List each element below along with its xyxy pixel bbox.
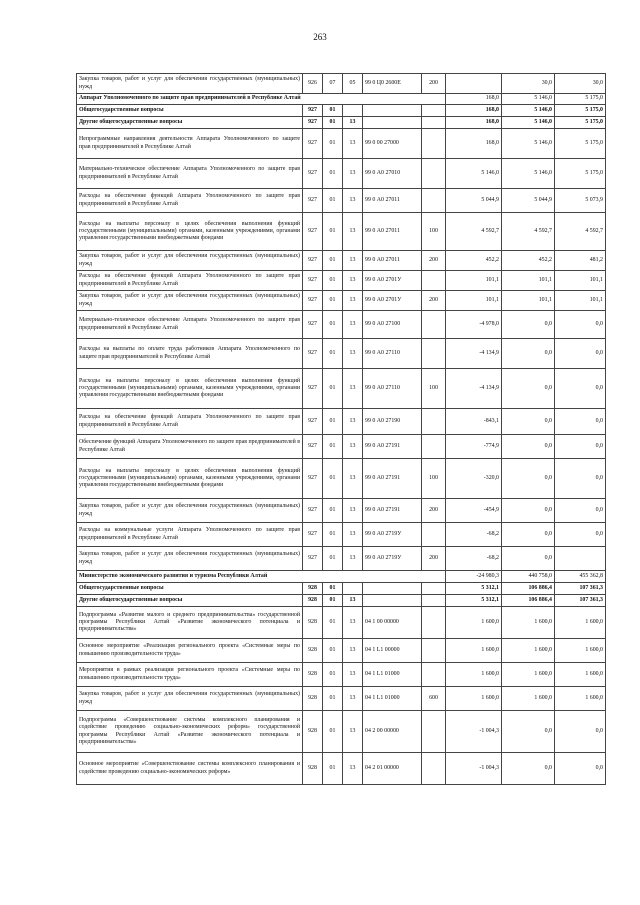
subsection-code-cell: 13 xyxy=(343,753,363,785)
amount-cell-1: 4 592,7 xyxy=(446,213,502,251)
section-code-cell: 01 xyxy=(323,159,343,189)
amount-cell-2: 0,0 xyxy=(502,711,555,753)
table-row xyxy=(77,523,606,547)
table-row xyxy=(77,711,606,753)
section-code-cell: 01 xyxy=(323,499,343,523)
table-row xyxy=(77,607,606,639)
grbs-code-cell: 928 xyxy=(303,595,323,607)
expense-type-cell: 200 xyxy=(422,74,446,94)
grbs-code-cell: 927 xyxy=(303,311,323,339)
target-article-cell: 99 0 00 27000 xyxy=(363,129,422,159)
section-code-cell: 01 xyxy=(323,189,343,213)
amount-cell-3: 0,0 xyxy=(555,753,606,785)
grbs-code-cell: 926 xyxy=(303,74,323,94)
row-name-cell: Закупка товаров, работ и услуг для обеспечения государственных (муниципальных) нужд xyxy=(77,687,303,711)
subsection-code-cell: 13 xyxy=(343,189,363,213)
grbs-code-cell: 927 xyxy=(303,523,323,547)
amount-cell-1: -4 134,9 xyxy=(446,339,502,369)
amount-cell-2: 0,0 xyxy=(502,409,555,435)
table-row xyxy=(77,435,606,459)
amount-cell-3: 0,0 xyxy=(555,435,606,459)
subsection-code-cell: 13 xyxy=(343,595,363,607)
section-code-cell: 01 xyxy=(323,711,343,753)
amount-cell-1: 5 312,1 xyxy=(446,595,502,607)
grbs-code-cell: 927 xyxy=(303,369,323,409)
amount-cell-2: 5 146,0 xyxy=(502,159,555,189)
amount-cell-1: -774,9 xyxy=(446,435,502,459)
amount-cell-3 xyxy=(555,547,606,571)
expense-type-cell xyxy=(422,311,446,339)
amount-cell-3: 0,0 xyxy=(555,369,606,409)
amount-cell-1: 1 600,0 xyxy=(446,607,502,639)
expense-type-cell xyxy=(422,189,446,213)
amount-cell-1: -320,0 xyxy=(446,459,502,499)
row-name-cell: Расходы на обеспечение функций Аппарата Уполномоченного по защите прав предпринимателей в Республике Алтай xyxy=(77,189,303,213)
grbs-code-cell: 928 xyxy=(303,639,323,663)
amount-cell-3: 0,0 xyxy=(555,409,606,435)
expense-type-cell xyxy=(422,523,446,547)
subsection-code-cell: 13 xyxy=(343,523,363,547)
subsection-code-cell: 13 xyxy=(343,129,363,159)
budget-table xyxy=(76,73,606,785)
target-article-cell: 04 2 01 00000 xyxy=(363,753,422,785)
row-name-cell: Расходы на выплаты персоналу в целях обеспечения выполнения функций государственными (муниципальными) органами, казенными учреждениями, органами управления государственными внебюджетными фондами xyxy=(77,369,303,409)
amount-cell-2: 440 758,0 xyxy=(502,571,555,583)
amount-cell-2: 5 146,0 xyxy=(502,94,555,105)
table-row xyxy=(77,251,606,271)
amount-cell-3: 481,2 xyxy=(555,251,606,271)
subsection-code-cell: 13 xyxy=(343,687,363,711)
subsection-code-cell: 13 xyxy=(343,369,363,409)
table-section-title-row xyxy=(77,571,606,583)
amount-cell-3: 5 175,0 xyxy=(555,94,606,105)
amount-cell-1: -1 004,3 xyxy=(446,753,502,785)
table-row xyxy=(77,311,606,339)
table-row xyxy=(77,687,606,711)
subsection-code-cell: 13 xyxy=(343,547,363,571)
amount-cell-1: 5 312,1 xyxy=(446,583,502,595)
target-article-cell: 99 0 А0 27010 xyxy=(363,159,422,189)
target-article-cell xyxy=(363,105,422,117)
expense-type-cell xyxy=(422,435,446,459)
grbs-code-cell: 927 xyxy=(303,117,323,129)
section-code-cell: 01 xyxy=(323,129,343,159)
grbs-code-cell: 928 xyxy=(303,663,323,687)
row-name-cell: Материально-техническое обеспечение Аппарата Уполномоченного по защите прав предпринимателей в Республике Алтай xyxy=(77,311,303,339)
expense-type-cell: 100 xyxy=(422,459,446,499)
grbs-code-cell: 928 xyxy=(303,687,323,711)
section-code-cell: 01 xyxy=(323,271,343,291)
amount-cell-3: 455 362,8 xyxy=(555,571,606,583)
grbs-code-cell: 927 xyxy=(303,435,323,459)
amount-cell-2: 1 600,0 xyxy=(502,687,555,711)
row-name-cell: Расходы на обеспечение функций Аппарата Уполномоченного по защите прав предпринимателей в Республике Алтай xyxy=(77,271,303,291)
table-row xyxy=(77,189,606,213)
amount-cell-3: 0,0 xyxy=(555,499,606,523)
section-code-cell: 07 xyxy=(323,74,343,94)
budget-table-body xyxy=(77,74,606,785)
row-name-cell: Расходы на выплаты персоналу в целях обеспечения выполнения функций государственными (муниципальными) органами, казенными учреждениями, органами управления государственными внебюджетными фондами xyxy=(77,213,303,251)
expense-type-cell xyxy=(422,607,446,639)
target-article-cell xyxy=(363,595,422,607)
expense-type-cell xyxy=(422,117,446,129)
table-row xyxy=(77,213,606,251)
amount-cell-1: -454,9 xyxy=(446,499,502,523)
grbs-code-cell: 927 xyxy=(303,159,323,189)
expense-type-cell xyxy=(422,129,446,159)
target-article-cell: 99 0 А0 27011 xyxy=(363,251,422,271)
target-article-cell: 99 0 А0 27011 xyxy=(363,213,422,251)
target-article-cell: 04 1 L1 01000 xyxy=(363,687,422,711)
amount-cell-3: 0,0 xyxy=(555,459,606,499)
section-code-cell: 01 xyxy=(323,523,343,547)
section-code-cell: 01 xyxy=(323,339,343,369)
amount-cell-3: 101,1 xyxy=(555,291,606,311)
table-row xyxy=(77,369,606,409)
target-article-cell: 99 0 А0 27191 xyxy=(363,499,422,523)
expense-type-cell xyxy=(422,583,446,595)
table-row xyxy=(77,291,606,311)
table-row xyxy=(77,595,606,607)
amount-cell-1: 1 600,0 xyxy=(446,639,502,663)
subsection-code-cell: 13 xyxy=(343,291,363,311)
amount-cell-3: 5 175,0 xyxy=(555,117,606,129)
row-name-cell: Подпрограмма «Совершенствование системы комплексного планирования и содействие проведению социально-экономических реформ» государственной программы Республики Алтай «Развитие экономического потенциала и предпринимательства» xyxy=(77,711,303,753)
amount-cell-3: 107 361,3 xyxy=(555,583,606,595)
amount-cell-1: 1 600,0 xyxy=(446,687,502,711)
row-name-cell: Другие общегосударственные вопросы xyxy=(77,595,303,607)
target-article-cell: 99 0 А0 27110 xyxy=(363,369,422,409)
target-article-cell: 04 1 L1 00000 xyxy=(363,639,422,663)
subsection-code-cell: 13 xyxy=(343,499,363,523)
section-code-cell: 01 xyxy=(323,459,343,499)
amount-cell-2: 0,0 xyxy=(502,753,555,785)
grbs-code-cell: 928 xyxy=(303,753,323,785)
amount-cell-2: 0,0 xyxy=(502,499,555,523)
amount-cell-3: 0,0 xyxy=(555,711,606,753)
table-row xyxy=(77,129,606,159)
expense-type-cell: 100 xyxy=(422,369,446,409)
amount-cell-3: 0,0 xyxy=(555,339,606,369)
expense-type-cell: 200 xyxy=(422,251,446,271)
table-row xyxy=(77,117,606,129)
subsection-code-cell: 13 xyxy=(343,339,363,369)
target-article-cell: 99 0 А0 2719У xyxy=(363,523,422,547)
section-title-cell: Министерство экономического развития и туризма Республики Алтай xyxy=(77,571,446,583)
amount-cell-2: 0,0 xyxy=(502,523,555,547)
table-row xyxy=(77,583,606,595)
amount-cell-2: 0,0 xyxy=(502,339,555,369)
amount-cell-1: 168,0 xyxy=(446,105,502,117)
amount-cell-3: 30,0 xyxy=(555,74,606,94)
subsection-code-cell: 13 xyxy=(343,271,363,291)
row-name-cell: Подпрограмма «Развитие малого и среднего предпринимательства» государственной программы Республики Алтай «Развитие экономического потенциала и предпринимательства» xyxy=(77,607,303,639)
row-name-cell: Общегосударственные вопросы xyxy=(77,105,303,117)
amount-cell-1: -4 978,0 xyxy=(446,311,502,339)
row-name-cell: Расходы на коммунальные услуги Аппарата Уполномоченного по защите прав предпринимателей в Республике Алтай xyxy=(77,523,303,547)
subsection-code-cell: 13 xyxy=(343,117,363,129)
row-name-cell: Расходы на выплаты по оплате труда работников Аппарата Уполномоченного по защите прав предпринимателей в Республике Алтай xyxy=(77,339,303,369)
expense-type-cell xyxy=(422,711,446,753)
target-article-cell: 99 0 А0 27191 xyxy=(363,435,422,459)
table-row xyxy=(77,639,606,663)
grbs-code-cell: 927 xyxy=(303,189,323,213)
section-code-cell: 01 xyxy=(323,251,343,271)
amount-cell-2: 5 146,0 xyxy=(502,105,555,117)
amount-cell-3: 1 600,0 xyxy=(555,607,606,639)
subsection-code-cell xyxy=(343,105,363,117)
section-code-cell: 01 xyxy=(323,409,343,435)
expense-type-cell: 200 xyxy=(422,499,446,523)
amount-cell-1: 5 146,0 xyxy=(446,159,502,189)
amount-cell-1: 101,1 xyxy=(446,271,502,291)
subsection-code-cell: 13 xyxy=(343,639,363,663)
amount-cell-1: 168,0 xyxy=(446,117,502,129)
section-code-cell: 01 xyxy=(323,105,343,117)
amount-cell-3: 1 600,0 xyxy=(555,663,606,687)
section-code-cell: 01 xyxy=(323,435,343,459)
target-article-cell: 99 0 А0 27100 xyxy=(363,311,422,339)
row-name-cell: Непрограммные направления деятельности Аппарата Уполномоченного по защите прав предпринимателей в Республике Алтай xyxy=(77,129,303,159)
section-code-cell: 01 xyxy=(323,311,343,339)
amount-cell-1: -1 004,3 xyxy=(446,711,502,753)
grbs-code-cell: 928 xyxy=(303,583,323,595)
subsection-code-cell: 13 xyxy=(343,311,363,339)
section-code-cell: 01 xyxy=(323,117,343,129)
expense-type-cell xyxy=(422,271,446,291)
grbs-code-cell: 927 xyxy=(303,547,323,571)
subsection-code-cell: 13 xyxy=(343,663,363,687)
table-row xyxy=(77,105,606,117)
grbs-code-cell: 927 xyxy=(303,499,323,523)
section-code-cell: 01 xyxy=(323,687,343,711)
row-name-cell: Расходы на выплаты персоналу в целях обеспечения выполнения функций государственными (муниципальными) органами, казенными учреждениями, органами управления государственными внебюджетными фондами xyxy=(77,459,303,499)
expense-type-cell xyxy=(422,753,446,785)
table-section-title-row xyxy=(77,94,606,105)
amount-cell-3: 101,1 xyxy=(555,271,606,291)
row-name-cell: Материально-техническое обеспечение Аппарата Уполномоченного по защите прав предпринимателей в Республике Алтай xyxy=(77,159,303,189)
grbs-code-cell: 927 xyxy=(303,105,323,117)
target-article-cell: 99 0 А0 2719У xyxy=(363,547,422,571)
amount-cell-3: 1 600,0 xyxy=(555,687,606,711)
row-name-cell: Закупка товаров, работ и услуг для обеспечения государственных (муниципальных) нужд xyxy=(77,251,303,271)
section-code-cell: 01 xyxy=(323,753,343,785)
target-article-cell: 04 1 00 00000 xyxy=(363,607,422,639)
table-row xyxy=(77,753,606,785)
amount-cell-1: 452,2 xyxy=(446,251,502,271)
amount-cell-2: 30,0 xyxy=(502,74,555,94)
amount-cell-3: 5 175,0 xyxy=(555,105,606,117)
target-article-cell: 04 1 L1 01000 xyxy=(363,663,422,687)
amount-cell-3: 0,0 xyxy=(555,311,606,339)
table-row xyxy=(77,663,606,687)
amount-cell-2: 101,1 xyxy=(502,291,555,311)
amount-cell-2: 101,1 xyxy=(502,271,555,291)
row-name-cell: Закупка товаров, работ и услуг для обеспечения государственных (муниципальных) нужд xyxy=(77,499,303,523)
expense-type-cell xyxy=(422,105,446,117)
subsection-code-cell: 13 xyxy=(343,251,363,271)
table-row xyxy=(77,499,606,523)
amount-cell-1: 1 600,0 xyxy=(446,663,502,687)
table-row xyxy=(77,459,606,499)
amount-cell-1: 168,0 xyxy=(446,94,502,105)
section-title-cell: Аппарат Уполномоченного по защите прав предпринимателей в Республике Алтай xyxy=(77,94,446,105)
section-code-cell: 01 xyxy=(323,369,343,409)
row-name-cell: Закупка товаров, работ и услуг для обеспечения государственных (муниципальных) нужд xyxy=(77,547,303,571)
amount-cell-3: 0,0 xyxy=(555,523,606,547)
subsection-code-cell: 13 xyxy=(343,159,363,189)
amount-cell-1: -843,1 xyxy=(446,409,502,435)
expense-type-cell xyxy=(422,339,446,369)
amount-cell-2: 4 592,7 xyxy=(502,213,555,251)
amount-cell-2: 5 044,9 xyxy=(502,189,555,213)
grbs-code-cell: 927 xyxy=(303,409,323,435)
amount-cell-1: -68,2 xyxy=(446,523,502,547)
expense-type-cell: 200 xyxy=(422,291,446,311)
expense-type-cell: 100 xyxy=(422,213,446,251)
grbs-code-cell: 927 xyxy=(303,339,323,369)
amount-cell-3: 4 592,7 xyxy=(555,213,606,251)
amount-cell-2: 5 146,0 xyxy=(502,117,555,129)
target-article-cell: 99 0 А0 2701У xyxy=(363,291,422,311)
expense-type-cell xyxy=(422,663,446,687)
section-code-cell: 01 xyxy=(323,291,343,311)
expense-type-cell xyxy=(422,595,446,607)
grbs-code-cell: 928 xyxy=(303,711,323,753)
grbs-code-cell: 927 xyxy=(303,129,323,159)
target-article-cell: 99 0 А0 2701У xyxy=(363,271,422,291)
amount-cell-3: 1 600,0 xyxy=(555,639,606,663)
amount-cell-3: 107 361,3 xyxy=(555,595,606,607)
row-name-cell: Основное мероприятие «Совершенствование системы комплексного планирования и содействие проведению социально-экономических реформ» xyxy=(77,753,303,785)
amount-cell-2: 1 600,0 xyxy=(502,663,555,687)
amount-cell-2: 0,0 xyxy=(502,435,555,459)
section-code-cell: 01 xyxy=(323,595,343,607)
subsection-code-cell: 13 xyxy=(343,459,363,499)
subsection-code-cell: 13 xyxy=(343,213,363,251)
expense-type-cell xyxy=(422,409,446,435)
expense-type-cell xyxy=(422,639,446,663)
amount-cell-2: 0,0 xyxy=(502,459,555,499)
section-code-cell: 01 xyxy=(323,607,343,639)
amount-cell-2: 0,0 xyxy=(502,547,555,571)
section-code-cell: 01 xyxy=(323,547,343,571)
row-name-cell: Расходы на обеспечение функций Аппарата Уполномоченного по защите прав предпринимателей в Республике Алтай xyxy=(77,409,303,435)
table-row xyxy=(77,339,606,369)
table-row xyxy=(77,409,606,435)
row-name-cell: Мероприятия в рамках реализации регионального проекта «Системные меры по повышению производительности труда» xyxy=(77,663,303,687)
amount-cell-1: 168,0 xyxy=(446,129,502,159)
table-row xyxy=(77,547,606,571)
amount-cell-1: 5 044,9 xyxy=(446,189,502,213)
amount-cell-2: 5 146,0 xyxy=(502,129,555,159)
grbs-code-cell: 927 xyxy=(303,291,323,311)
row-name-cell: Основное мероприятие «Реализация регионального проекта «Системные меры по повышению производительности труда» xyxy=(77,639,303,663)
subsection-code-cell: 13 xyxy=(343,711,363,753)
amount-cell-1 xyxy=(446,74,502,94)
table-row xyxy=(77,74,606,94)
target-article-cell xyxy=(363,117,422,129)
row-name-cell: Обеспечение функций Аппарата Уполномоченного по защите прав предпринимателей в Республике Алтай xyxy=(77,435,303,459)
target-article-cell xyxy=(363,583,422,595)
grbs-code-cell: 928 xyxy=(303,607,323,639)
subsection-code-cell: 05 xyxy=(343,74,363,94)
section-code-cell: 01 xyxy=(323,213,343,251)
target-article-cell: 99 0 А0 27190 xyxy=(363,409,422,435)
subsection-code-cell: 13 xyxy=(343,435,363,459)
amount-cell-2: 1 600,0 xyxy=(502,639,555,663)
amount-cell-3: 5 073,9 xyxy=(555,189,606,213)
expense-type-cell: 200 xyxy=(422,547,446,571)
section-code-cell: 01 xyxy=(323,639,343,663)
expense-type-cell: 600 xyxy=(422,687,446,711)
grbs-code-cell: 927 xyxy=(303,271,323,291)
amount-cell-1: -24 980,3 xyxy=(446,571,502,583)
target-article-cell: 99 0 А0 27191 xyxy=(363,459,422,499)
grbs-code-cell: 927 xyxy=(303,459,323,499)
subsection-code-cell xyxy=(343,583,363,595)
amount-cell-2: 1 600,0 xyxy=(502,607,555,639)
target-article-cell: 99 0 А0 27110 xyxy=(363,339,422,369)
table-row xyxy=(77,271,606,291)
amount-cell-2: 452,2 xyxy=(502,251,555,271)
target-article-cell: 99 0 А0 27011 xyxy=(363,189,422,213)
subsection-code-cell: 13 xyxy=(343,409,363,435)
row-name-cell: Закупка товаров, работ и услуг для обеспечения государственных (муниципальных) нужд xyxy=(77,291,303,311)
amount-cell-2: 106 886,4 xyxy=(502,595,555,607)
row-name-cell: Другие общегосударственные вопросы xyxy=(77,117,303,129)
amount-cell-1: -4 134,9 xyxy=(446,369,502,409)
amount-cell-2: 0,0 xyxy=(502,311,555,339)
section-code-cell: 01 xyxy=(323,663,343,687)
row-name-cell: Общегосударственные вопросы xyxy=(77,583,303,595)
amount-cell-1: -68,2 xyxy=(446,547,502,571)
target-article-cell: 04 2 00 00000 xyxy=(363,711,422,753)
row-name-cell: Закупка товаров, работ и услуг для обеспечения государственных (муниципальных) нужд xyxy=(77,74,303,94)
table-row xyxy=(77,159,606,189)
grbs-code-cell: 927 xyxy=(303,251,323,271)
subsection-code-cell: 13 xyxy=(343,607,363,639)
amount-cell-3: 5 175,0 xyxy=(555,129,606,159)
grbs-code-cell: 927 xyxy=(303,213,323,251)
target-article-cell: 99 0 Ц0 2600Е xyxy=(363,74,422,94)
amount-cell-3: 5 175,0 xyxy=(555,159,606,189)
page-number: 263 xyxy=(313,32,327,42)
amount-cell-2: 0,0 xyxy=(502,369,555,409)
section-code-cell: 01 xyxy=(323,583,343,595)
amount-cell-2: 106 886,4 xyxy=(502,583,555,595)
expense-type-cell xyxy=(422,159,446,189)
amount-cell-1: 101,1 xyxy=(446,291,502,311)
